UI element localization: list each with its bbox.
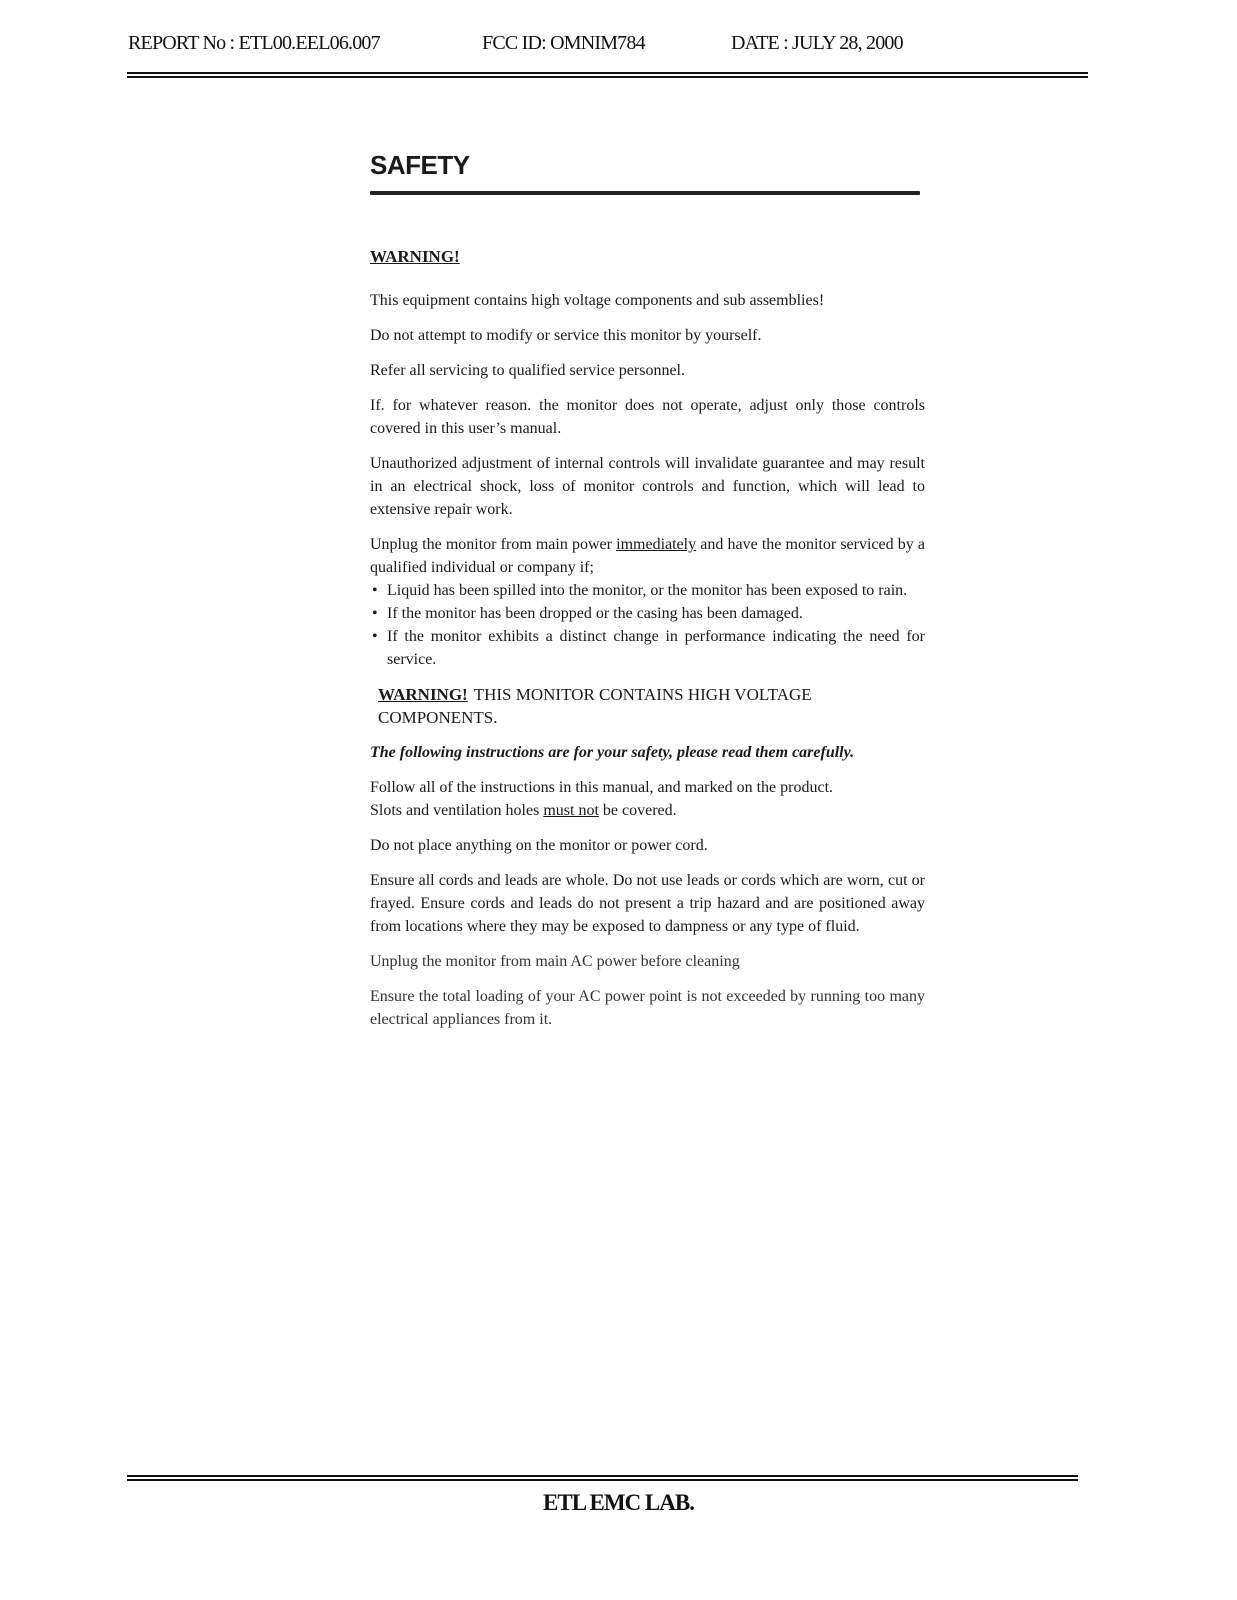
paragraph-cords-leads: Ensure all cords and leads are whole. Do not use leads or cords which are worn, cut or frayed. Ensure cords and leads do not present a trip hazard and are positioned away from locations where they may be exposed to dampness or any type of fluid. bbox=[370, 872, 925, 935]
safety-instructions-intro: The following instructions are for your safety, please read them carefully. bbox=[370, 744, 855, 761]
paragraph-follow-instructions: Follow all of the instructions in this manual, and marked on the product. bbox=[370, 779, 834, 796]
section-title: SAFETY bbox=[370, 150, 470, 180]
report-date: DATE : JULY 28, 2000 bbox=[731, 32, 903, 54]
list-item: • If the monitor exhibits a distinct change in performance indicating the need for service. bbox=[370, 625, 925, 671]
paragraph-do-not-place: Do not place anything on the monitor or power cord. bbox=[370, 837, 708, 854]
immediately-underlined: immediately bbox=[616, 536, 697, 553]
paragraph-ventilation bbox=[370, 799, 925, 822]
paragraph-do-not-modify: Do not attempt to modify or service this monitor by yourself. bbox=[370, 327, 762, 344]
paragraph-unplug-immediately bbox=[370, 533, 925, 579]
paragraph-high-voltage: This equipment contains high voltage components and sub assemblies! bbox=[370, 292, 825, 309]
warning2-label: WARNING! bbox=[378, 685, 468, 704]
paragraph-power-loading: Ensure the total loading of your AC power point is not exceeded by running too many electrical appliances from it. bbox=[370, 988, 925, 1028]
fcc-id: FCC ID: OMNIM784 bbox=[482, 32, 645, 54]
must-not-underlined: must not bbox=[543, 802, 599, 819]
paragraph-unauthorized-adjustment: Unauthorized adjustment of internal controls will invalidate guarantee and may result in an electrical shock, loss of monitor controls and function, which will lead to extensive repair work. bbox=[370, 455, 925, 518]
list-item: • If the monitor has been dropped or the casing has been damaged. bbox=[370, 602, 925, 625]
lab-name: ETL EMC LAB. bbox=[543, 1490, 694, 1515]
paragraph-unplug-cleaning: Unplug the monitor from main AC power before cleaning bbox=[370, 953, 740, 970]
ventilation-text-b: be covered. bbox=[598, 802, 677, 819]
warning-heading: WARNING! bbox=[370, 247, 460, 266]
paragraph-refer-servicing: Refer all servicing to qualified service personnel. bbox=[370, 362, 685, 379]
footer-rule bbox=[127, 1475, 1078, 1481]
title-rule bbox=[370, 191, 920, 195]
header-rule bbox=[127, 72, 1088, 78]
high-voltage-warning bbox=[378, 683, 925, 729]
warning2-text: THIS MONITOR CONTAINS HIGH VOLTAGE COMPONENTS. bbox=[378, 685, 812, 727]
paragraph-adjust-controls: If. for whatever reason. the monitor does not operate, adjust only those controls covered in this user’s manual. bbox=[370, 397, 925, 437]
report-number: REPORT No : ETL00.EEL06.007 bbox=[128, 32, 380, 54]
ventilation-text-a: Slots and ventilation holes bbox=[370, 802, 544, 819]
unplug-text-b: and have the monitor serviced by a qualified individual or company if; bbox=[370, 536, 925, 576]
list-item: • Liquid has been spilled into the monitor, or the monitor has been exposed to rain. bbox=[370, 579, 925, 602]
service-conditions-list bbox=[370, 579, 925, 671]
scanned-safety-page bbox=[370, 150, 925, 1043]
unplug-text-a: Unplug the monitor from main power bbox=[370, 536, 617, 553]
